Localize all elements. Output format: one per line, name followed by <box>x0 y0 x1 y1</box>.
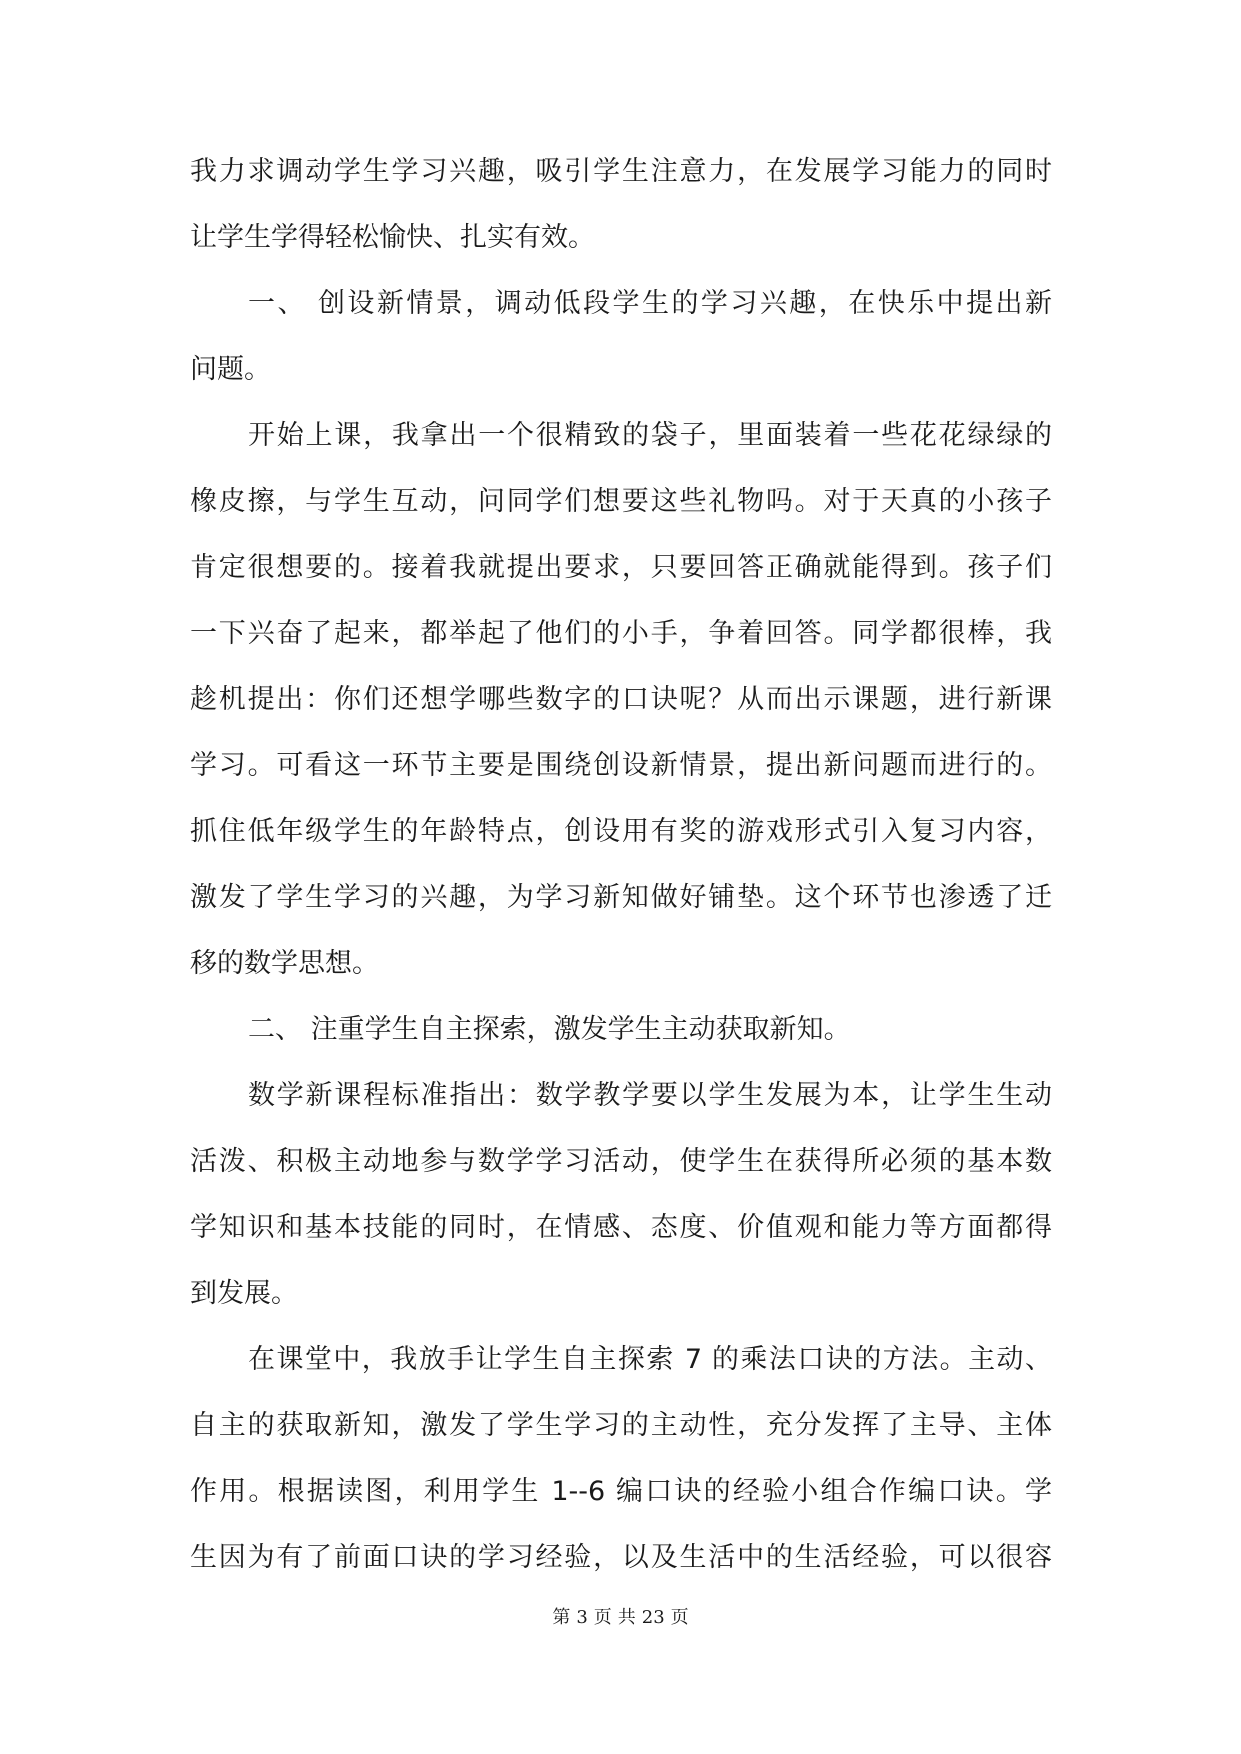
text-line: 我力求调动学生学习兴趣，吸引学生注意力，在发展学习能力的同时 <box>190 156 1052 187</box>
page-footer <box>0 1606 1241 1630</box>
text-line: 橡皮擦，与学生互动，问同学们想要这些礼物吗。对于天真的小孩子 <box>190 486 1052 517</box>
text-line: 学习。可看这一环节主要是围绕创设新情景，提出新问题而进行的。 <box>190 750 1052 781</box>
text-line: 生因为有了前面口诀的学习经验，以及生活中的生活经验，可以很容 <box>190 1542 1052 1573</box>
footer-page-word: 页 <box>593 1607 612 1628</box>
text-line: 在课堂中，我放手让学生自主探索 7 的乘法口诀的方法。主动、 <box>248 1344 1052 1375</box>
footer-suffix: 页 <box>670 1607 689 1628</box>
text-line: 活泼、积极主动地参与数学学习活动，使学生在获得所必须的基本数 <box>190 1146 1052 1177</box>
text-line: 一下兴奋了起来，都举起了他们的小手，争着回答。同学都很棒，我 <box>190 618 1052 649</box>
text-line: 开始上课，我拿出一个很精致的袋子，里面装着一些花花绿绿的 <box>248 420 1052 451</box>
text-line: 自主的获取新知，激发了学生学习的主动性，充分发挥了主导、主体 <box>190 1410 1052 1441</box>
section-heading-2: 二、 注重学生自主探索，激发学生主动获取新知。 <box>248 1014 851 1045</box>
text-line: 抓住低年级学生的年龄特点，创设用有奖的游戏形式引入复习内容， <box>190 816 1052 847</box>
section-heading-1: 一、 创设新情景，调动低段学生的学习兴趣，在快乐中提出新 <box>248 288 1052 319</box>
text-line: 作用。根据读图，利用学生 1--6 编口诀的经验小组合作编口诀。学 <box>190 1476 1052 1507</box>
text-line: 激发了学生学习的兴趣，为学习新知做好铺垫。这个环节也渗透了迁 <box>190 882 1052 913</box>
text-line: 移的数学思想。 <box>190 948 379 979</box>
footer-current-page: 3 <box>576 1607 588 1628</box>
text-line: 让学生学得轻松愉快、扎实有效。 <box>190 222 595 253</box>
text-line: 趁机提出：你们还想学哪些数字的口诀呢？从而出示课题，进行新课 <box>190 684 1052 715</box>
footer-prefix: 第 <box>552 1607 571 1628</box>
text-line: 问题。 <box>190 354 271 385</box>
footer-total-word: 共 <box>617 1607 636 1628</box>
footer-total-pages: 23 <box>641 1607 665 1628</box>
text-line: 数学新课程标准指出：数学教学要以学生发展为本，让学生生动 <box>248 1080 1052 1111</box>
text-line: 肯定很想要的。接着我就提出要求，只要回答正确就能得到。孩子们 <box>190 552 1052 583</box>
text-line: 学知识和基本技能的同时，在情感、态度、价值观和能力等方面都得 <box>190 1212 1052 1243</box>
text-line: 到发展。 <box>190 1278 298 1309</box>
